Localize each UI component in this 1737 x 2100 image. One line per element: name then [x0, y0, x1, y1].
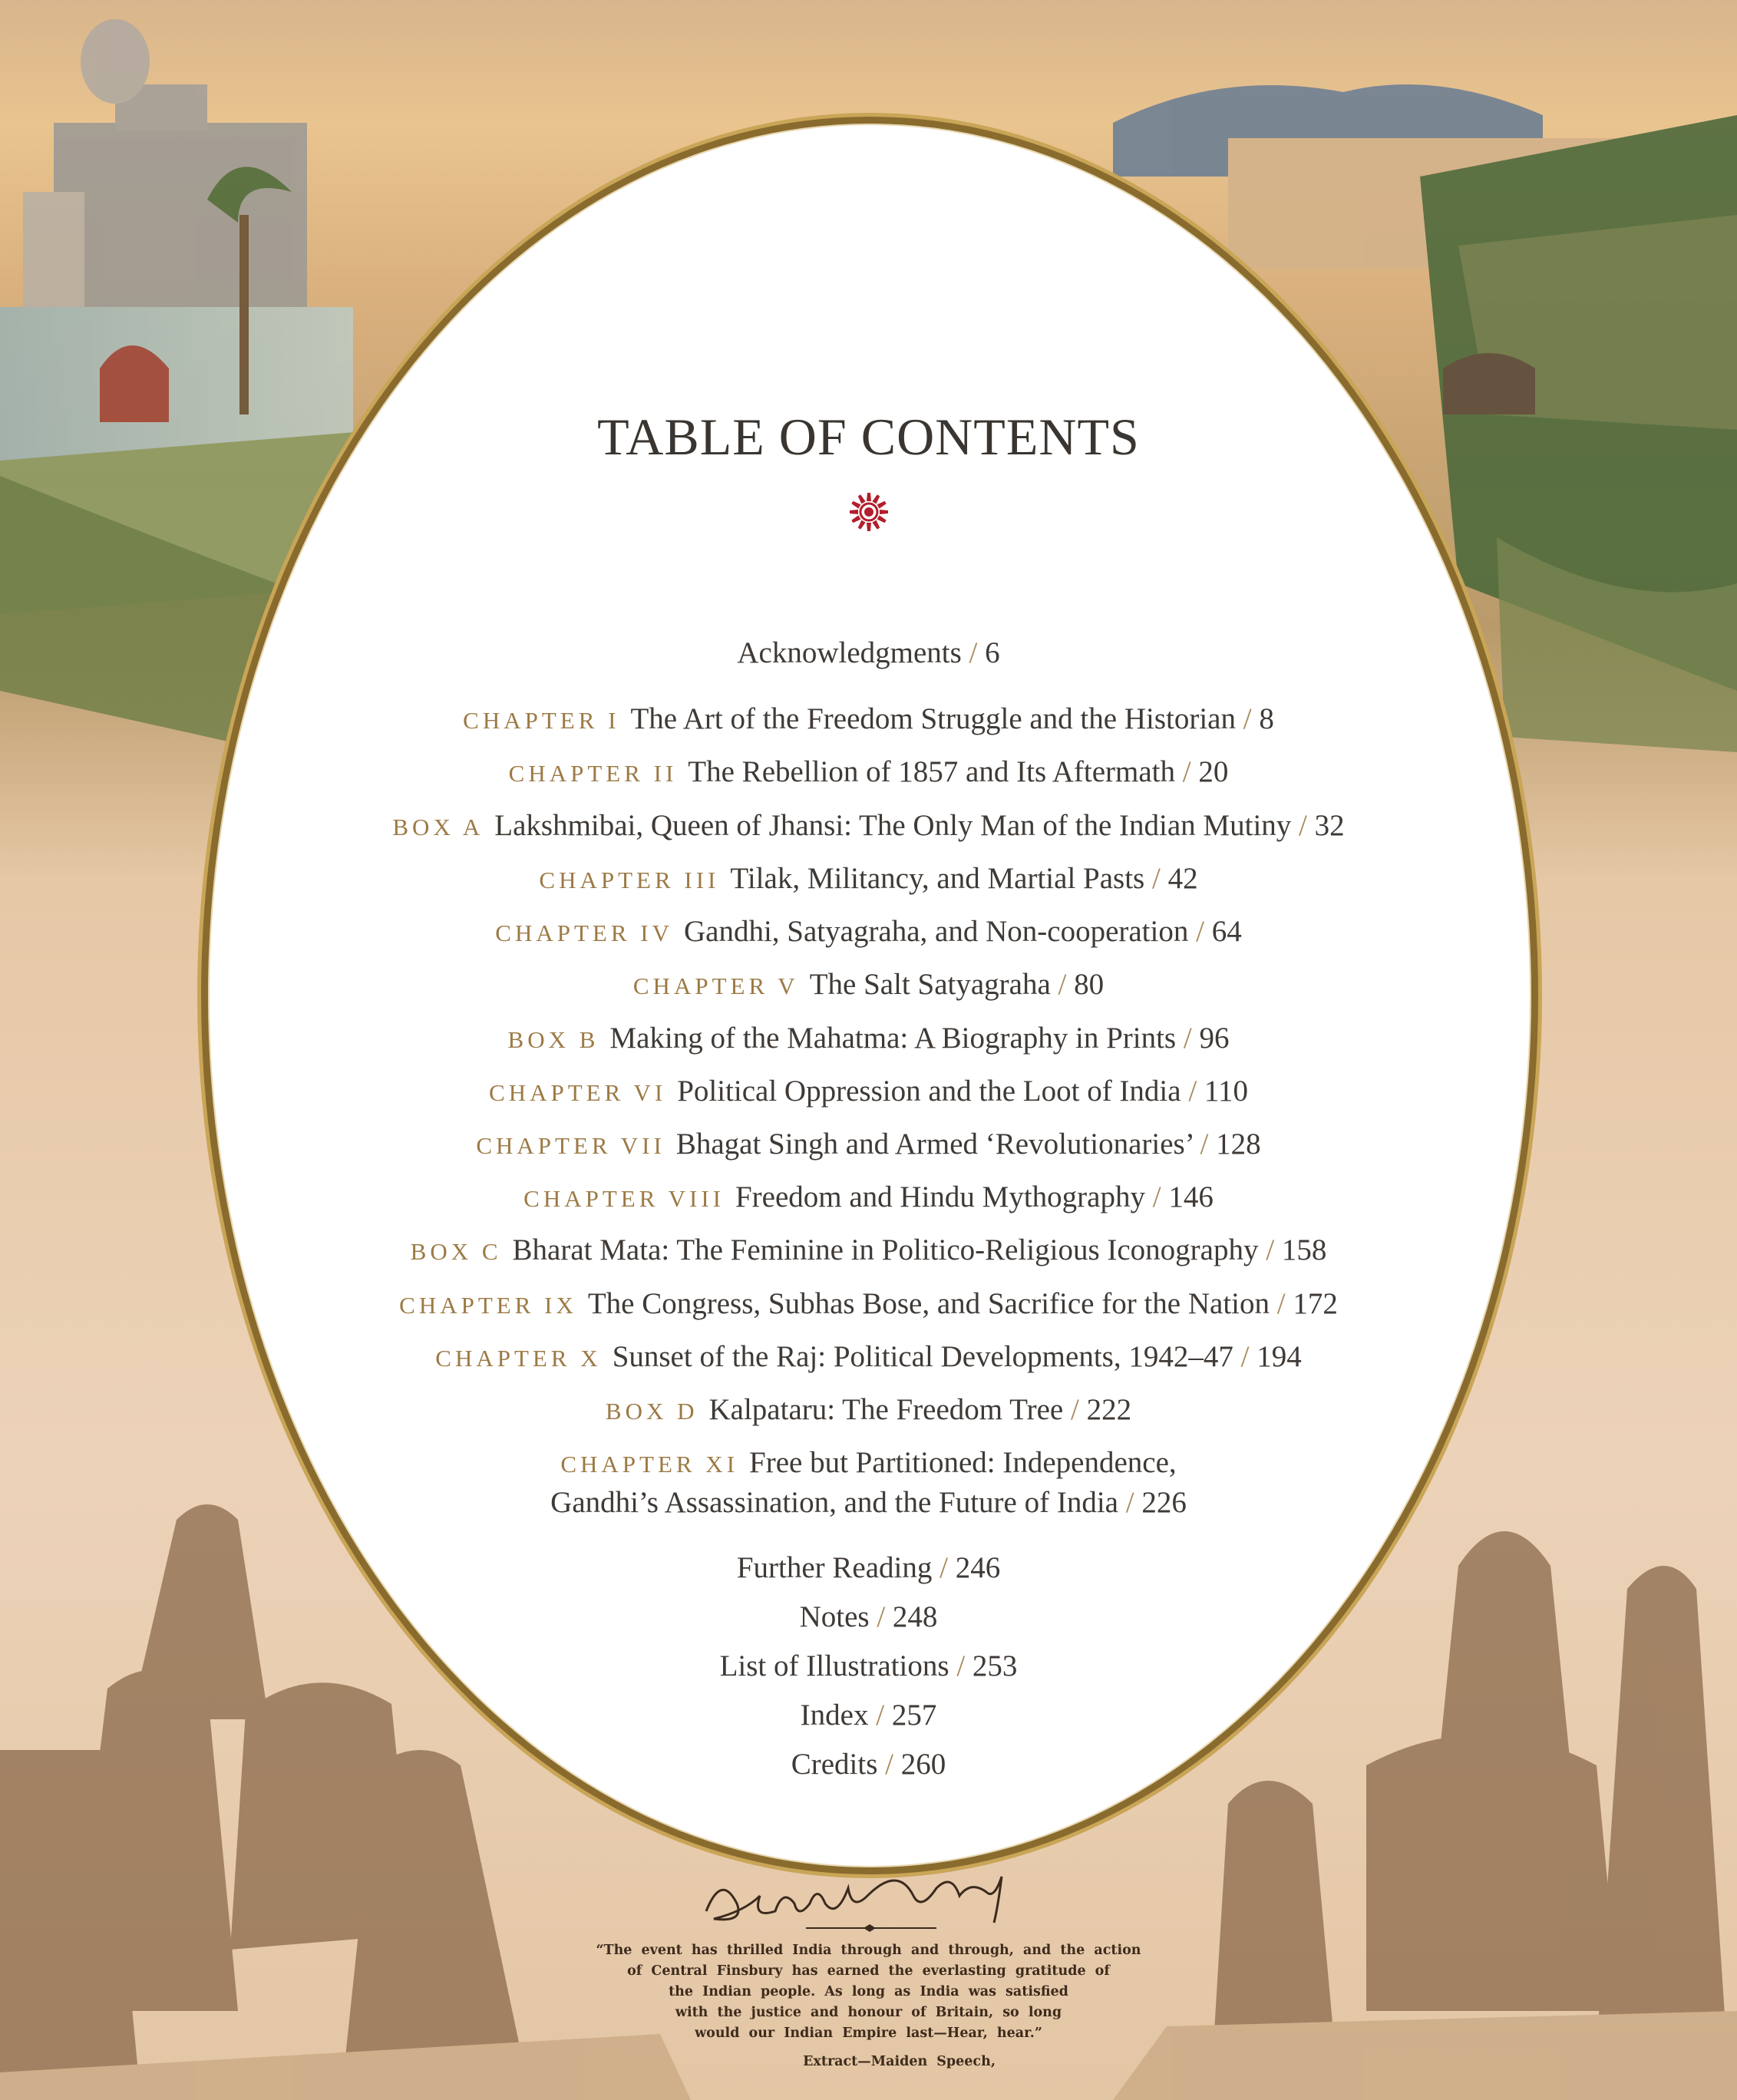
- entry-title: Further Reading: [736, 1551, 933, 1584]
- toc-entry-chapter-9: CHAPTER IX The Congress, Subhas Bose, and Sacrifice for the Nation / 172: [399, 1287, 1338, 1320]
- entry-label: CHAPTER III: [539, 867, 720, 893]
- quote-attribution: Extract—Maiden Speech,: [803, 2054, 996, 2069]
- entry-title: The Rebellion of 1857 and Its Aftermath: [688, 755, 1175, 788]
- entry-title: Bharat Mata: The Feminine in Politico-Religious Iconography: [512, 1233, 1259, 1266]
- entry-title: Gandhi, Satyagraha, and Non-cooperation: [683, 915, 1189, 948]
- page-number: 20: [1198, 755, 1229, 788]
- entry-label: CHAPTER IX: [399, 1292, 577, 1319]
- toc-entry-chapter-2: CHAPTER II The Rebellion of 1857 and Its Aftermath / 20: [508, 755, 1229, 788]
- page-number: 96: [1199, 1022, 1230, 1055]
- entry-label: CHAPTER IV: [495, 920, 673, 946]
- toc-entry-box-a: BOX A Lakshmibai, Queen of Jhansi: The Only Man of the Indian Mutiny / 32: [392, 809, 1345, 842]
- toc-entry-chapter-11-continued: Gandhi’s Assassination, and the Future of India / 226: [550, 1486, 1187, 1519]
- page-number: 226: [1141, 1486, 1187, 1519]
- page-number: 8: [1259, 702, 1274, 735]
- entry-title: Political Oppression and the Loot of India: [677, 1075, 1181, 1108]
- entry-title: Credits: [791, 1748, 878, 1781]
- toc-entry-chapter-3: CHAPTER III Tilak, Militancy, and Martial Pasts / 42: [539, 862, 1198, 895]
- page-number: 257: [891, 1699, 937, 1732]
- toc-entry-index: Index / 257: [800, 1699, 937, 1732]
- entry-label: CHAPTER V: [632, 972, 799, 999]
- entry-title: List of Illustrations: [719, 1649, 949, 1682]
- page-number: 158: [1281, 1233, 1327, 1266]
- page-number: 32: [1314, 809, 1345, 842]
- quote-line: “The event has thrilled India through and through, and the action: [596, 1943, 1141, 1958]
- rosette-ornament-icon: [848, 491, 890, 533]
- page-number: 80: [1074, 968, 1105, 1001]
- entry-title: Gandhi’s Assassination, and the Future of India: [550, 1486, 1118, 1519]
- page-number: 110: [1204, 1075, 1248, 1108]
- page-number: 172: [1293, 1287, 1338, 1320]
- entry-label: BOX A: [392, 814, 484, 840]
- toc-entry-notes: Notes / 248: [799, 1600, 938, 1633]
- page-number: 260: [900, 1748, 946, 1781]
- signature-image: [691, 1857, 1044, 1942]
- entry-label: CHAPTER VI: [489, 1079, 667, 1106]
- toc-entry-box-c: BOX C Bharat Mata: The Feminine in Politico-Religious Iconography / 158: [410, 1233, 1327, 1266]
- quote-line: with the justice and honour of Britain, so long: [675, 2005, 1062, 2020]
- entry-label: CHAPTER II: [508, 760, 678, 787]
- page-number: 42: [1167, 862, 1198, 895]
- toc-entry-chapter-5: CHAPTER V The Salt Satyagraha / 80: [632, 968, 1105, 1001]
- page-number: 128: [1216, 1128, 1261, 1161]
- entry-title: Notes: [799, 1600, 870, 1633]
- toc-entry-chapter-4: CHAPTER IV Gandhi, Satyagraha, and Non-cooperation / 64: [495, 915, 1242, 948]
- page-number: 146: [1168, 1180, 1214, 1213]
- entry-label: CHAPTER X: [435, 1345, 602, 1372]
- quote-caption: [537, 1940, 1200, 2072]
- page-number: 246: [955, 1551, 1001, 1584]
- page-title: TABLE OF CONTENTS: [597, 408, 1140, 466]
- entry-title: Tilak, Militancy, and Martial Pasts: [730, 862, 1145, 895]
- entry-title: Kalpataru: The Freedom Tree: [708, 1393, 1064, 1426]
- quote-line: would our Indian Empire last—Hear, hear.”: [695, 2026, 1042, 2041]
- entry-title: The Salt Satyagraha: [809, 968, 1051, 1001]
- toc-entry-chapter-1: CHAPTER I The Art of the Freedom Struggle and the Historian / 8: [463, 702, 1274, 735]
- toc-entry-chapter-10: CHAPTER X Sunset of the Raj: Political Developments, 1942–47 / 194: [435, 1340, 1302, 1373]
- entry-title: Lakshmibai, Queen of Jhansi: The Only Man of the Indian Mutiny: [494, 809, 1292, 842]
- entry-title: Index: [800, 1699, 869, 1732]
- toc-entry-chapter-7: CHAPTER VII Bhagat Singh and Armed ‘Revolutionaries’ / 128: [476, 1128, 1261, 1161]
- toc-entry-further-reading: Further Reading / 246: [736, 1551, 1001, 1584]
- page-number: 222: [1086, 1393, 1132, 1426]
- entry-label: CHAPTER VIII: [523, 1185, 725, 1212]
- toc-entry-list-of-illustrations: List of Illustrations / 253: [719, 1649, 1018, 1682]
- entry-title: Acknowledgments: [737, 636, 962, 669]
- entry-label: BOX B: [507, 1026, 599, 1053]
- entry-label: CHAPTER VII: [476, 1132, 665, 1159]
- entry-label: CHAPTER XI: [560, 1451, 739, 1478]
- entry-title: The Congress, Subhas Bose, and Sacrifice for the Nation: [587, 1287, 1270, 1320]
- toc-entry-credits: Credits / 260: [791, 1748, 946, 1781]
- page-number: 253: [972, 1649, 1018, 1682]
- entry-label: CHAPTER I: [463, 707, 620, 734]
- toc-entry-acknowledgments: Acknowledgments / 6: [737, 636, 1000, 669]
- page-number: 6: [985, 636, 1000, 669]
- entry-title: Making of the Mahatma: A Biography in Prints: [609, 1022, 1177, 1055]
- entry-title: The Art of the Freedom Struggle and the Historian: [630, 702, 1236, 735]
- toc-entry-chapter-8: CHAPTER VIII Freedom and Hindu Mythography / 146: [523, 1180, 1214, 1213]
- page-number: 194: [1257, 1340, 1302, 1373]
- quote-line: the Indian people. As long as India was satisfied: [669, 1984, 1068, 1999]
- toc-entry-chapter-6: CHAPTER VI Political Oppression and the Loot of India / 110: [489, 1075, 1248, 1108]
- entry-label: BOX D: [605, 1398, 698, 1425]
- quote-line: of Central Finsbury has earned the everlasting gratitude of: [627, 1963, 1110, 1979]
- toc-entry-box-b: BOX B Making of the Mahatma: A Biography in Prints / 96: [507, 1022, 1230, 1055]
- page-number: 248: [892, 1600, 938, 1633]
- entry-title: Freedom and Hindu Mythography: [735, 1180, 1145, 1213]
- toc-entry-box-d: BOX D Kalpataru: The Freedom Tree / 222: [605, 1393, 1132, 1426]
- toc-entry-chapter-11: [0, 1445, 1737, 1480]
- entry-title: Bhagat Singh and Armed ‘Revolutionaries’: [675, 1128, 1193, 1161]
- page-number: 64: [1211, 915, 1242, 948]
- entry-label: BOX C: [410, 1238, 502, 1265]
- entry-title: Free but Partitioned: Independence,: [749, 1446, 1177, 1479]
- entry-title: Sunset of the Raj: Political Developments, 1942–47: [612, 1340, 1233, 1373]
